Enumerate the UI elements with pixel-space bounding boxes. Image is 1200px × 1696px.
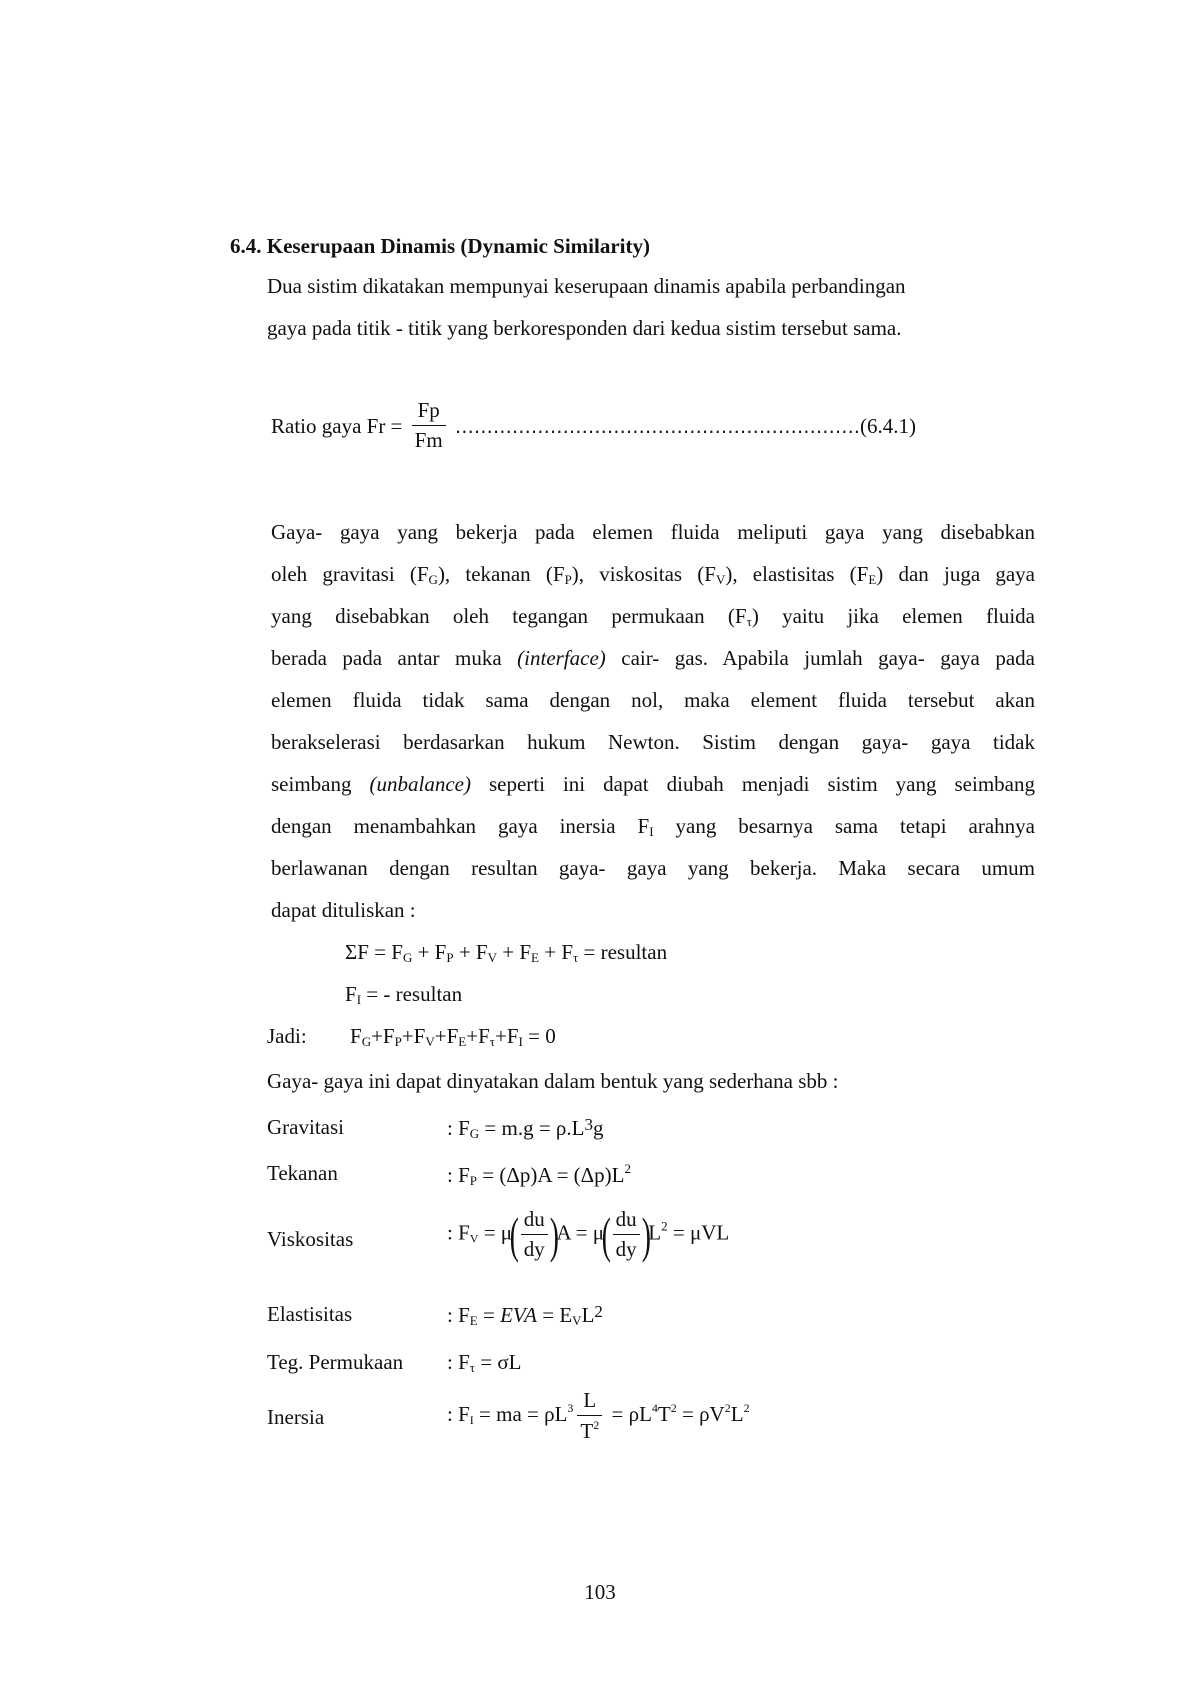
- sum-forces-equation: $\Sigma F = F_G + F_P + F_V + F_E + F_\tau$ = resultan: [345, 940, 668, 965]
- simple-form-intro: Gaya- gaya ini dapat dinyatakan dalam bentuk yang sederhana sbb :: [267, 1069, 839, 1093]
- inertia-fraction: $\frac{L}{T^2}$: [577, 1388, 602, 1444]
- body-line-10: dapat dituliskan :: [271, 898, 416, 922]
- inertia-resultant-equation: $F_I$ = - resultan: [345, 982, 463, 1007]
- section-heading: 6.4. Keserupaan Dinamis (Dynamic Similarity): [230, 234, 650, 258]
- ratio-dots: ……………………………………………………….: [454, 416, 860, 438]
- right-paren: ): [549, 1206, 559, 1263]
- eq-tekanan: : $F_P = (\Delta p)A = (\Delta p)L^2$: [447, 1161, 632, 1188]
- left-paren: (: [601, 1206, 611, 1263]
- label-tekanan: Tekanan: [267, 1161, 338, 1185]
- body-line-5: elemen fluida tidak sama dengan nol, maka element fluida tersebut akan: [271, 688, 1035, 712]
- label-inersia: Inersia: [267, 1405, 325, 1429]
- right-paren: ): [641, 1206, 651, 1263]
- eq-elastisitas: : $F_E$ = EVA = $E_VL^2$: [447, 1302, 603, 1328]
- ratio-denominator: Fm: [414, 428, 443, 452]
- body-line-6: berakselerasi berdasarkan hukum Newton. Sistim dengan gaya- gaya tidak: [271, 730, 1035, 754]
- body-line-7: seimbang (unbalance) seperti ini dapat diubah menjadi sistim yang seimbang: [271, 772, 1035, 796]
- intro-line-1: Dua sistim dikatakan mempunyai keserupaan dinamis apabila perbandingan: [267, 274, 906, 298]
- body-line-1: Gaya- gaya yang bekerja pada elemen fluida meliputi gaya yang disebabkan: [271, 520, 1035, 544]
- eq-inersia: : $F_I$ = ma = $\rho L^3$ $\frac{L}{T^2}$ = $\rho L^4T^2 = \rho V^2L^2$: [447, 1388, 750, 1443]
- body-line-9: berlawanan dengan resultan gaya- gaya yang bekerja. Maka secara umum: [271, 856, 1035, 880]
- label-viskositas: Viskositas: [267, 1227, 354, 1251]
- intro-line-2: gaya pada titik - titik yang berkoresponden dari kedua sistim tersebut sama.: [267, 316, 902, 340]
- ratio-fraction: [412, 398, 446, 453]
- page-number: 103: [584, 1580, 616, 1604]
- body-line-2: oleh gravitasi $(F_G)$, tekanan $(F_P)$, viskositas $(F_V)$, elastisitas $(F_E)$ dan juga gaya: [271, 562, 1035, 587]
- label-permukaan: Teg. Permukaan: [267, 1350, 404, 1374]
- ratio-lhs: Ratio gaya Fr =: [271, 414, 403, 438]
- ratio-equation: [271, 398, 916, 453]
- body-line-4: berada pada antar muka (interface) cair- gas. Apabila jumlah gaya- gaya pada: [271, 646, 1035, 670]
- body-line-3: yang disebabkan oleh tegangan permukaan $(F_\tau)$ yaitu jika elemen fluida: [271, 604, 1035, 629]
- body-line-8: dengan menambahkan gaya inersia $F_I$ yang besarnya sama tetapi arahnya: [271, 814, 1036, 839]
- left-paren: (: [509, 1206, 519, 1263]
- eq-gravitasi: : $F_G = m.g = \rho.L^3g$: [447, 1115, 604, 1141]
- eq-permukaan: : $F_\tau = \sigma L$: [447, 1350, 522, 1375]
- ratio-numerator: Fp: [412, 398, 446, 426]
- viscosity-fraction-1: $\frac{du}{dy}$: [521, 1207, 548, 1262]
- jadi-label: Jadi:: [267, 1024, 307, 1048]
- eq-viskositas: : $F_V = \mu$( $\frac{du}{dy}$ )A = μ( $\frac{du}{dy}$ )$L^2 = \mu VL$: [447, 1206, 730, 1263]
- label-elastisitas: Elastisitas: [267, 1302, 353, 1326]
- jadi-equation: $F_G+F_P+F_V+F_E+F_\tau+F_I = 0$: [350, 1024, 556, 1049]
- equation-number: (6.4.1): [859, 414, 916, 438]
- label-gravitasi: Gravitasi: [267, 1115, 344, 1139]
- viscosity-fraction-2: $\frac{du}{dy}$: [613, 1207, 640, 1262]
